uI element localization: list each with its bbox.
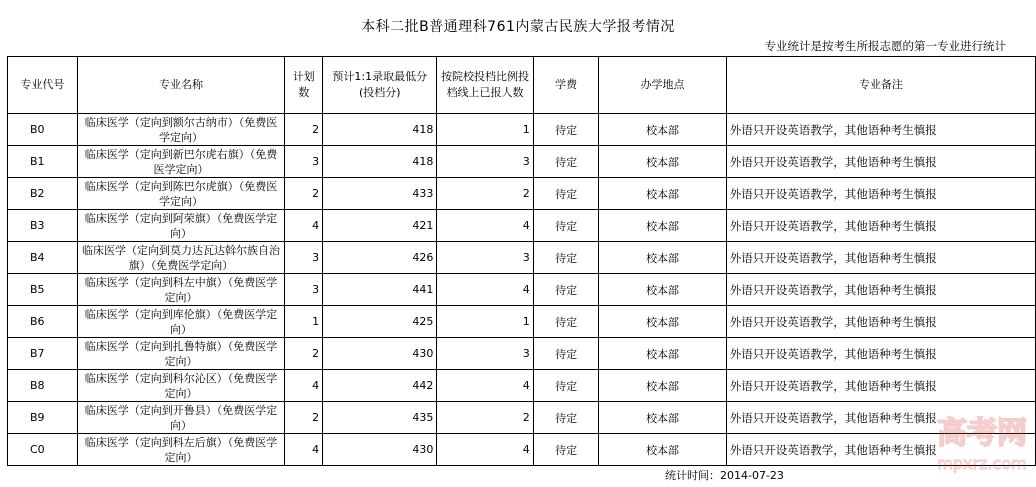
cell-min-score: 435: [323, 402, 437, 434]
cell-code: C0: [8, 434, 78, 466]
table-row: [8, 114, 1036, 146]
cell-applicants: 2: [437, 178, 533, 210]
table-body: [8, 114, 1036, 466]
cell-min-score: 426: [323, 242, 437, 274]
cell-applicants: 3: [437, 146, 533, 178]
cell-location: 校本部: [599, 114, 726, 146]
cell-remark: 外语只开设英语教学，其他语种考生慎报: [726, 242, 1035, 274]
cell-code: B3: [8, 210, 78, 242]
cell-plan: 1: [285, 306, 323, 338]
table-row: [8, 402, 1036, 434]
cell-applicants: 4: [437, 210, 533, 242]
cell-code: B7: [8, 338, 78, 370]
cell-name: 临床医学（定向到陈巴尔虎旗）（免费医学定向）: [77, 178, 285, 210]
cell-name: 临床医学（定向到开鲁县）（免费医学定向）: [77, 402, 285, 434]
cell-fee: 待定: [533, 178, 599, 210]
cell-min-score: 425: [323, 306, 437, 338]
cell-code: B8: [8, 370, 78, 402]
cell-name: 临床医学（定向到额尔古纳市）（免费医学定向）: [77, 114, 285, 146]
cell-plan: 4: [285, 434, 323, 466]
cell-plan: 3: [285, 146, 323, 178]
cell-location: 校本部: [599, 306, 726, 338]
cell-location: 校本部: [599, 434, 726, 466]
header-location: 办学地点: [599, 57, 726, 114]
table-row: [8, 210, 1036, 242]
cell-location: 校本部: [599, 338, 726, 370]
cell-min-score: 430: [323, 338, 437, 370]
cell-remark: 外语只开设英语教学，其他语种考生慎报: [726, 338, 1035, 370]
cell-remark: 外语只开设英语教学，其他语种考生慎报: [726, 434, 1035, 466]
cell-code: B2: [8, 178, 78, 210]
cell-plan: 2: [285, 178, 323, 210]
cell-min-score: 441: [323, 274, 437, 306]
cell-name: 临床医学（定向到阿荣旗）（免费医学定向）: [77, 210, 285, 242]
cell-remark: 外语只开设英语教学，其他语种考生慎报: [726, 210, 1035, 242]
statistics-date: 统计时间：2014-07-23: [665, 469, 784, 482]
cell-name: 临床医学（定向到扎鲁特旗）（免费医学定向）: [77, 338, 285, 370]
table-row: [8, 338, 1036, 370]
cell-plan: 2: [285, 114, 323, 146]
cell-location: 校本部: [599, 178, 726, 210]
cell-fee: 待定: [533, 338, 599, 370]
cell-applicants: 1: [437, 306, 533, 338]
cell-fee: 待定: [533, 210, 599, 242]
cell-plan: 4: [285, 370, 323, 402]
header-plan: 计划数: [285, 57, 323, 114]
cell-code: B0: [8, 114, 78, 146]
cell-fee: 待定: [533, 370, 599, 402]
cell-name: 临床医学（定向到新巴尔虎右旗）（免费医学定向）: [77, 146, 285, 178]
cell-location: 校本部: [599, 402, 726, 434]
cell-location: 校本部: [599, 274, 726, 306]
cell-min-score: 430: [323, 434, 437, 466]
cell-remark: 外语只开设英语教学，其他语种考生慎报: [726, 306, 1035, 338]
cell-applicants: 2: [437, 402, 533, 434]
cell-code: B9: [8, 402, 78, 434]
table-row: [8, 370, 1036, 402]
cell-applicants: 3: [437, 338, 533, 370]
cell-fee: 待定: [533, 146, 599, 178]
admission-table: [7, 56, 1036, 466]
cell-location: 校本部: [599, 370, 726, 402]
table-row: [8, 306, 1036, 338]
table-row: [8, 274, 1036, 306]
table-header-row: [8, 57, 1036, 114]
cell-name: 临床医学（定向到莫力达瓦达斡尔族自治旗）（免费医学定向）: [77, 242, 285, 274]
cell-fee: 待定: [533, 242, 599, 274]
cell-plan: 4: [285, 210, 323, 242]
cell-applicants: 1: [437, 114, 533, 146]
cell-fee: 待定: [533, 114, 599, 146]
header-name: 专业名称: [77, 57, 285, 114]
cell-remark: 外语只开设英语教学，其他语种考生慎报: [726, 178, 1035, 210]
cell-remark: 外语只开设英语教学，其他语种考生慎报: [726, 146, 1035, 178]
table-row: [8, 434, 1036, 466]
cell-location: 校本部: [599, 210, 726, 242]
cell-remark: 外语只开设英语教学，其他语种考生慎报: [726, 370, 1035, 402]
cell-applicants: 3: [437, 242, 533, 274]
watermark-text: 高考网: [937, 416, 1027, 451]
header-code: 专业代号: [8, 57, 78, 114]
cell-code: B4: [8, 242, 78, 274]
cell-min-score: 421: [323, 210, 437, 242]
header-remark: 专业备注: [726, 57, 1035, 114]
cell-remark: 外语只开设英语教学，其他语种考生慎报: [726, 402, 1035, 434]
cell-applicants: 4: [437, 274, 533, 306]
cell-fee: 待定: [533, 306, 599, 338]
table-row: [8, 178, 1036, 210]
cell-location: 校本部: [599, 146, 726, 178]
cell-min-score: 433: [323, 178, 437, 210]
cell-name: 临床医学（定向到库伦旗）（免费医学定向）: [77, 306, 285, 338]
watermark-url: mpxrz.com: [937, 454, 1027, 473]
cell-remark: 外语只开设英语教学，其他语种考生慎报: [726, 114, 1035, 146]
cell-min-score: 418: [323, 146, 437, 178]
cell-location: 校本部: [599, 242, 726, 274]
cell-min-score: 418: [323, 114, 437, 146]
header-fee: 学费: [533, 57, 599, 114]
cell-name: 临床医学（定向到科尔沁区）（免费医学定向）: [77, 370, 285, 402]
cell-plan: 3: [285, 242, 323, 274]
cell-fee: 待定: [533, 434, 599, 466]
cell-applicants: 4: [437, 370, 533, 402]
cell-name: 临床医学（定向到科左中旗）（免费医学定向）: [77, 274, 285, 306]
cell-fee: 待定: [533, 274, 599, 306]
statistics-note: 专业统计是按考生所报志愿的第一专业进行统计: [764, 39, 1006, 53]
cell-remark: 外语只开设英语教学，其他语种考生慎报: [726, 274, 1035, 306]
cell-plan: 2: [285, 402, 323, 434]
cell-code: B6: [8, 306, 78, 338]
table-row: [8, 242, 1036, 274]
cell-code: B5: [8, 274, 78, 306]
header-applicants: 按院校投档比例投档线上已报人数: [437, 57, 533, 114]
cell-fee: 待定: [533, 402, 599, 434]
table-row: [8, 146, 1036, 178]
cell-min-score: 442: [323, 370, 437, 402]
cell-applicants: 4: [437, 434, 533, 466]
cell-name: 临床医学（定向到科左后旗）（免费医学定向）: [77, 434, 285, 466]
page-title: 本科二批B普通理科761内蒙古民族大学报考情况: [361, 19, 675, 35]
header-min-score: 预计1:1录取最低分(投档分): [323, 57, 437, 114]
cell-plan: 2: [285, 338, 323, 370]
cell-plan: 3: [285, 274, 323, 306]
cell-code: B1: [8, 146, 78, 178]
